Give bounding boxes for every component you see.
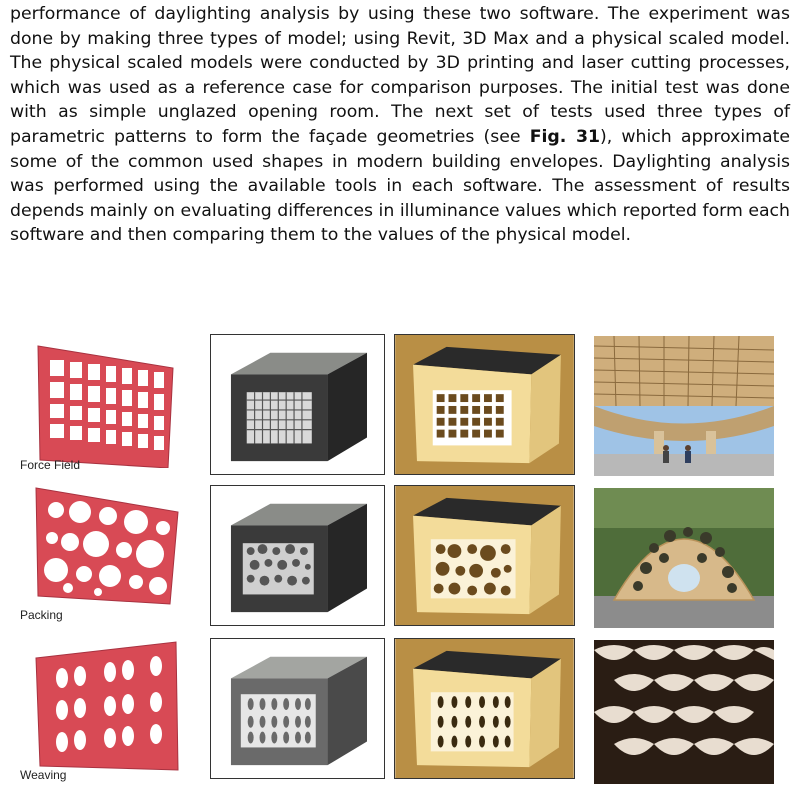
weaving-revit-model (210, 638, 385, 779)
paragraph-text-after: ), which approximate some of the common used shapes in modern building envelopes. Daylighting analysis was performed using the available tools in each software. The assessment of results depends mainly on evaluating differences in illuminance values which reported form each software and then comparing them to the values of the physical model. (10, 126, 791, 246)
paragraph-text-before: performance of daylighting analysis by using these two software. The experiment was done by making three types of model; using Revit, 3D Max and a physical scaled model. The physical scaled models were conducted by 3D printing and laser cutting processes, which was used as a reference case for comparison purposes. The initial test was done with as simple unglazed opening room. The next set of tests used three types of parametric patterns to form the façade geometries (see (10, 4, 790, 147)
weaving-wall-photo (594, 640, 774, 784)
force-field-revit-model (210, 334, 385, 475)
packing-physical-model (394, 485, 575, 626)
packing-panel-render (18, 482, 186, 616)
row-label-packing: Packing (20, 608, 63, 622)
force-field-panel-render (18, 338, 186, 468)
figure-reference-link[interactable]: Fig. 31 (529, 126, 601, 147)
weaving-physical-model (394, 638, 575, 779)
packing-revit-model (210, 485, 385, 626)
row-label-force-field: Force Field (20, 458, 81, 472)
weaving-panel-render (18, 636, 186, 786)
force-field-physical-model (394, 334, 575, 475)
row-label-weaving: Weaving (20, 768, 67, 782)
packing-pavilion-photo (594, 488, 774, 628)
force-field-building-photo (594, 336, 774, 476)
